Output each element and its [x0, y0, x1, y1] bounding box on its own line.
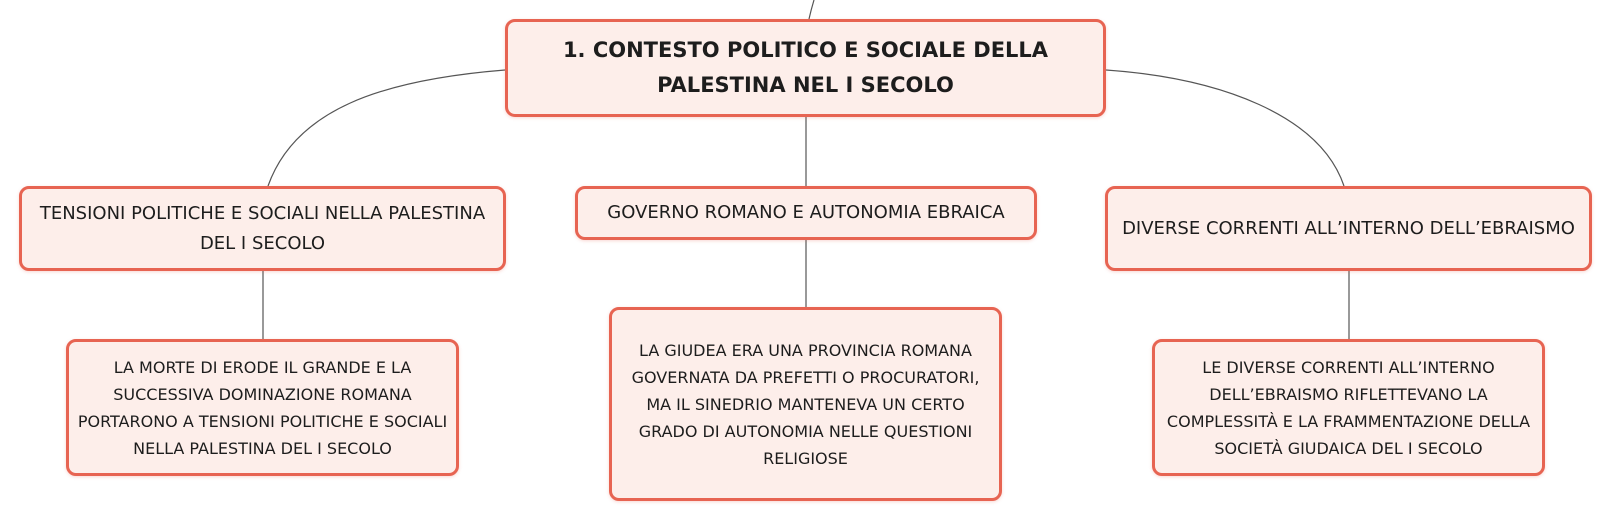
connector-incoming	[809, 0, 814, 19]
connector-root-to-left	[268, 70, 505, 186]
detail-text: LE DIVERSE CORRENTI ALL’INTERNO DELL’EBRAISMO RIFLETTEVANO LA COMPLESSITÀ E LA FRAMMENTAZIONE DELLA SOCIETÀ GIUDAICA DEL I SECOLO	[1166, 357, 1531, 458]
branch-node-roman-government[interactable]	[575, 186, 1037, 240]
branch-node-jewish-currents[interactable]	[1105, 186, 1592, 271]
detail-text: LA GIUDEA ERA UNA PROVINCIA ROMANA GOVERNATA DA PREFETTI O PROCURATORI, MA IL SINEDRIO MANTENEVA UN CERTO GRADO DI AUTONOMIA NELLE QUESTIONI RELIGIOSE	[631, 340, 980, 468]
root-title: 1. CONTESTO POLITICO E SOCIALE DELLA PALESTINA NEL I SECOLO	[562, 38, 1049, 97]
detail-text: LA MORTE DI ERODE IL GRANDE E LA SUCCESSIVA DOMINAZIONE ROMANA PORTARONO A TENSIONI POLITICHE E SOCIALI NELLA PALESTINA DEL I SECOLO	[77, 357, 448, 458]
root-node[interactable]	[505, 19, 1106, 117]
detail-node-political-tensions[interactable]	[66, 339, 459, 476]
branch-label: DIVERSE CORRENTI ALL’INTERNO DELL’EBRAISMO	[1122, 217, 1575, 239]
branch-node-political-tensions[interactable]	[19, 186, 506, 271]
detail-node-roman-government[interactable]	[609, 307, 1002, 501]
branch-label: GOVERNO ROMANO E AUTONOMIA EBRAICA	[607, 202, 1005, 223]
connector-root-to-right	[1106, 70, 1344, 186]
branch-label: TENSIONI POLITICHE E SOCIALI NELLA PALESTINA DEL I SECOLO	[39, 202, 486, 254]
detail-node-jewish-currents[interactable]	[1152, 339, 1545, 476]
